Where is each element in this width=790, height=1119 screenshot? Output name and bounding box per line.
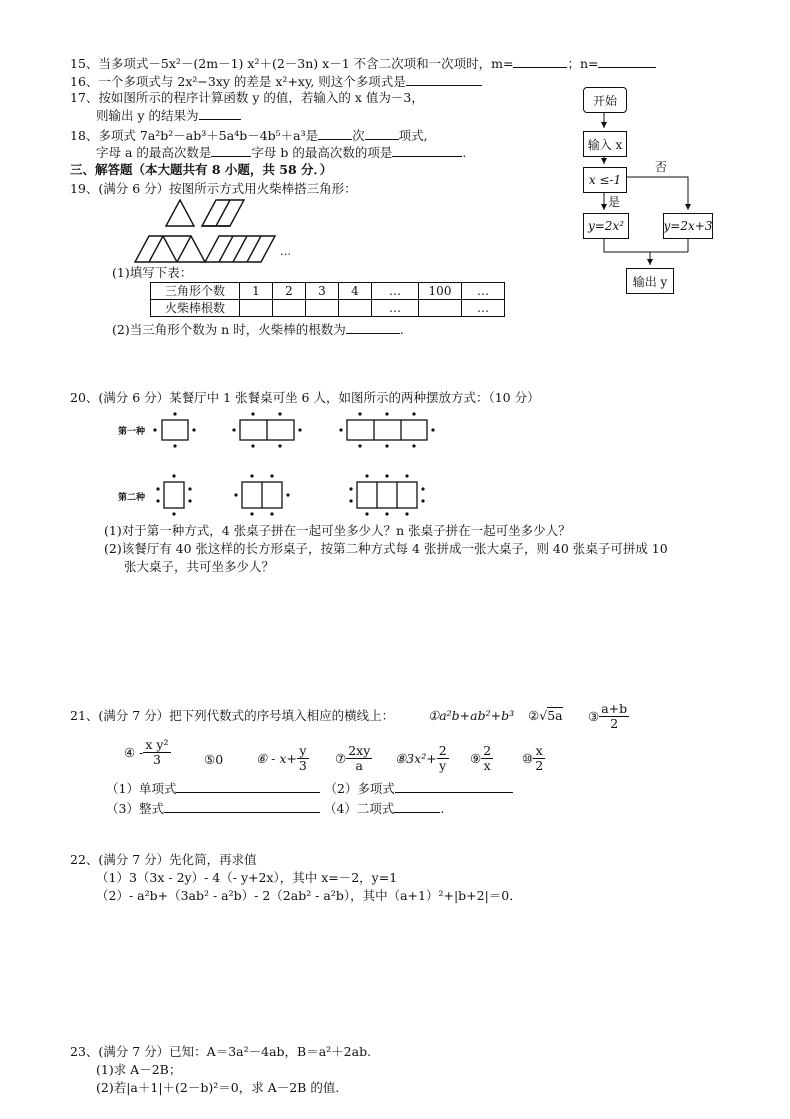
q15-blank-m[interactable] xyxy=(513,55,567,68)
q21-blank-polynomial[interactable] xyxy=(395,780,513,793)
table-cell: 火柴棒根数 xyxy=(151,300,240,317)
denominator: 3 xyxy=(298,758,307,773)
question-19-part1: (1)填写下表： xyxy=(112,265,193,280)
table-cell: 2 xyxy=(273,283,306,300)
question-20-part1: (1)对于第一种方式，4 张桌子拼在一起可坐多少人？n 张桌子拼在一起可坐多少人？ xyxy=(104,523,571,538)
flowchart-no-label: 否 xyxy=(655,160,668,174)
q21-expr-8 xyxy=(395,744,449,773)
q21-expr-3 xyxy=(588,702,629,731)
table-input-cell[interactable] xyxy=(339,300,372,317)
denominator: 2 xyxy=(610,716,619,731)
q21-blank-integral[interactable] xyxy=(164,800,320,813)
flowchart-branch-right: y=2x+3 xyxy=(663,213,713,239)
q19-p2-text: (2)当三角形个数为 n 时，火柴棒的根数为 xyxy=(112,322,346,337)
denominator: y xyxy=(439,758,447,773)
question-20-title: 20、(满分 6 分）某餐厅中 1 张餐桌可坐 6 人，如图所示的两种摆放方式：（10 分） xyxy=(70,390,540,405)
q19-table xyxy=(150,282,505,317)
fraction xyxy=(599,702,629,731)
question-22-title: 22、(满分 7 分）先化简，再求值 xyxy=(70,852,257,867)
q21-expr-10-pre: ⑩ xyxy=(522,751,534,766)
fraction xyxy=(481,744,493,773)
table-cell: 4 xyxy=(339,283,372,300)
numerator: 2 xyxy=(483,743,492,758)
q21-expr-9 xyxy=(470,744,493,773)
numerator: 2 xyxy=(438,743,447,758)
q21-a1-label: （1）单项式 xyxy=(106,781,177,796)
numerator: y xyxy=(297,744,309,759)
question-20-part2a: (2)该餐厅有 40 张这样的长方形桌子，按第二种方式每 4 张拼成一张大桌子，则 40 张桌子可拼成 10 xyxy=(104,541,668,556)
q18-blank-degree[interactable] xyxy=(318,127,352,140)
q21-expr-2-radicand: 5a xyxy=(547,708,563,723)
question-16 xyxy=(70,73,482,90)
table-cell: … xyxy=(462,283,505,300)
question-19-part2 xyxy=(112,321,404,338)
question-18-line2 xyxy=(96,144,466,161)
q21-expr-5: ⑤0 xyxy=(204,752,224,767)
q21-answer-row-2 xyxy=(106,800,444,817)
q19-p2-end: . xyxy=(399,322,404,337)
q18-blank-a-degree[interactable] xyxy=(211,144,251,157)
question-17-line2 xyxy=(96,107,241,124)
q21-expr-9-pre: ⑨ xyxy=(470,751,482,766)
fraction xyxy=(297,744,309,773)
q15-blank-n[interactable] xyxy=(598,55,656,68)
question-17-line1: 17、按如图所示的程序计算函数 y 的值，若输入的 x 值为－3， xyxy=(70,90,424,105)
arrangement-2-label: 第二种 xyxy=(118,493,146,503)
question-22-part1: （1）3（3x - 2y）- 4（- y+2x），其中 x=－2，y=1 xyxy=(96,870,398,885)
q21-expr-3-num: ③ xyxy=(588,709,600,724)
q21-expr-10 xyxy=(522,744,545,773)
q21-expr-7 xyxy=(335,744,372,773)
question-18-line1 xyxy=(70,127,428,144)
q21-expr-8-pre: ⑧3x²+ xyxy=(395,751,437,766)
flowchart-condition: x ≤-1 xyxy=(583,167,627,193)
q21-expr-2 xyxy=(528,708,563,723)
table-cell: … xyxy=(372,300,419,317)
question-19-title: 19、(满分 6 分）按图所示方式用火柴棒搭三角形： xyxy=(70,181,357,196)
q21-a3-label: （3）整式 xyxy=(106,801,164,816)
q21-expr-6 xyxy=(256,744,309,773)
q21-answer-row-1 xyxy=(106,780,513,797)
fraction xyxy=(533,744,545,773)
q18-line2c: . xyxy=(462,145,467,160)
table-cell: … xyxy=(462,300,505,317)
q18-line1a: 18、多项式 7a²b²－ab³＋5a⁴b－4b⁵＋a³是 xyxy=(70,128,319,143)
q21-expr-7-pre: ⑦ xyxy=(335,751,347,766)
table-cell: 三角形个数 xyxy=(151,283,240,300)
q19-dots: … xyxy=(280,245,291,258)
q21-expr-2-num: ② xyxy=(528,708,540,723)
table-input-cell[interactable] xyxy=(419,300,462,317)
denominator: 2 xyxy=(535,758,544,773)
fraction xyxy=(346,744,372,773)
table-arrangements-figure xyxy=(150,410,470,520)
flowchart-input: 输入 x xyxy=(583,131,627,157)
q18-blank-terms[interactable] xyxy=(365,127,399,140)
q19-blank[interactable] xyxy=(346,321,400,334)
denominator: 3 xyxy=(152,752,161,767)
q18-line1b: 次 xyxy=(352,128,365,143)
q21-a4-label: （4）二项式 xyxy=(323,801,395,816)
q16-blank[interactable] xyxy=(406,73,482,86)
q21-a4-end: . xyxy=(440,801,445,816)
question-20-part2b: 张大桌子，共可坐多少人？ xyxy=(124,559,275,574)
arrangement-1-label: 第一种 xyxy=(118,427,146,437)
denominator: x xyxy=(483,758,491,773)
table-input-cell[interactable] xyxy=(240,300,273,317)
q21-expr-6-pre: ⑥ - x+ xyxy=(256,751,297,766)
q21-expr-1: ①a²b+ab²+b³ xyxy=(428,708,515,723)
numerator: x xyxy=(533,744,545,759)
table-cell: 1 xyxy=(240,283,273,300)
triangle-1 xyxy=(166,200,194,226)
question-15 xyxy=(70,55,656,72)
q21-a2-label: （2）多项式 xyxy=(324,781,395,796)
flowchart-start: 开始 xyxy=(583,87,627,113)
numerator: a+b xyxy=(601,701,628,716)
table-row xyxy=(151,300,505,317)
q18-blank-b-term[interactable] xyxy=(392,144,462,157)
question-23-part2: (2)若|a＋1|＋(2－b)²＝0，求 A－2B 的值. xyxy=(96,1080,340,1095)
q15-mid: ；n= xyxy=(567,56,599,71)
fraction xyxy=(437,744,449,773)
question-21-title xyxy=(70,708,394,724)
flowchart-output: 输出 y xyxy=(626,268,674,294)
q15-text: 15、当多项式－5x²－(2m－1) x²＋(2－3n) x－1 不含二次项和一次项时，m= xyxy=(70,56,514,71)
q18-line1c: 项式, xyxy=(398,128,428,143)
sqrt-icon: √ xyxy=(539,708,548,723)
table-cell: 100 xyxy=(419,283,462,300)
numerator: x y² xyxy=(145,737,169,752)
q21-title-text: 21、(满分 7 分）把下列代数式的序号填入相应的横线上： xyxy=(70,708,395,723)
q17-line2-text: 则输出 y 的结果为 xyxy=(96,108,199,123)
table-input-cell[interactable] xyxy=(273,300,306,317)
fraction xyxy=(143,738,170,767)
section-3-title: 三、解答题（本大题共有 8 小题，共 58 分．） xyxy=(70,162,333,177)
denominator: a xyxy=(355,758,363,773)
question-22-part2: （2）- a²b+（3ab² - a²b）- 2（2ab² - a²b），其中（a+1）²+|b+2|＝0． xyxy=(96,888,522,903)
q21-expr-4-pre: ④ - xyxy=(124,745,144,760)
table-cell: 3 xyxy=(306,283,339,300)
q21-blank-monomial[interactable] xyxy=(176,780,320,793)
numerator: 2xy xyxy=(348,743,371,758)
flowchart-yes-label: 是 xyxy=(608,195,621,209)
question-23-title: 23、(满分 7 分）已知：A＝3a²－4ab，B＝a²＋2ab. xyxy=(70,1044,372,1059)
q17-blank[interactable] xyxy=(199,107,241,120)
q21-blank-binomial[interactable] xyxy=(394,800,440,813)
q18-line2a: 字母 a 的最高次数是 xyxy=(96,145,212,160)
table-row xyxy=(151,283,505,300)
q16-text: 16、一个多项式与 2x²−3xy 的差是 x²+xy, 则这个多项式是 xyxy=(70,74,406,89)
q21-expr-4 xyxy=(124,738,171,767)
table-cell: … xyxy=(372,283,419,300)
question-23-part1: (1)求 A－2B； xyxy=(96,1062,182,1077)
q18-line2b: 字母 b 的最高次数的项是 xyxy=(251,145,393,160)
flowchart-branch-left: y=2x² xyxy=(583,213,629,239)
table-input-cell[interactable] xyxy=(306,300,339,317)
